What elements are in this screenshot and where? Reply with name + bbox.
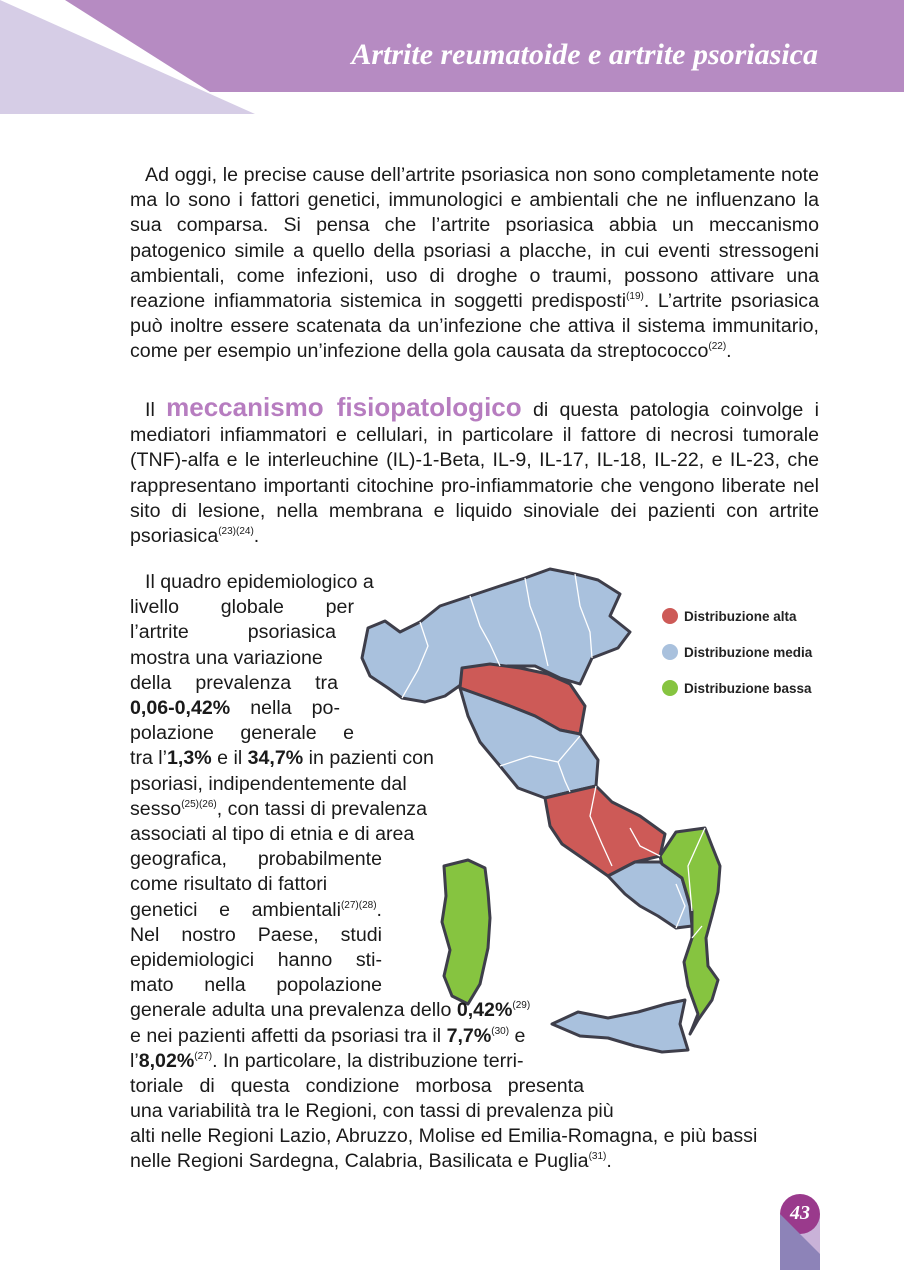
legend-label: Distribuzione bassa — [684, 680, 812, 696]
highlight-term: meccanismo fisiopatologico — [166, 392, 522, 422]
paragraph-mechanism: Il meccanismo fisiopatologico di questa patologia coinvolge i mediatori infiammatori e cellulari, in particolare il fattore di necrosi tumorale (TNF)-alfa e le interleuchine (IL)-1-Beta, IL-9, IL-17, IL-18, IL-22, e IL-23, che rappresentano importanti citochine pro-infiammatorie che vengono liberate nel sito di lesione, nella membrana e liquido sinoviale dei pazienti con artrite psoriasica$^{(23)(24)}$. — [130, 392, 819, 548]
paragraph-causes: Ad oggi, le precise cause dell’artrite psoriasica non sono completamente note ma lo sono i fattori genetici, immunologici e ambientali che ne influenzano la sua comparsa. Si pensa che l’artrite psoriasica abbia un meccanismo patogenico simile a quello della psoriasi a placche, in cui eventi stressogeni ambientali, come infezioni, uso di droghe o traumi, possono attivare una reazione infiammatoria sistemica in soggetti predisposti$^{(19)}$. L’artrite psoriasica può inoltre essere scatenata da un’infezione che attiva il sistema immunitario, come per esempio un’infezione della gola causata da streptococco$^{(22)}$. — [130, 164, 819, 363]
chapter-title: Artrite reumatoide e artrite psoriasica — [351, 38, 818, 71]
paragraph-epidemiology: Il quadro epidemiologico a livello globale per l’artrite psoriasica mostra una variazione della prevalenza tra 0,06-0,42% nella po- polazione generale e tra l’1,3% e il 34,7% in pazienti con psoriasi, indipendentemente dal sesso$^{(25)(26)}$, con tassi di prevalenza associati al tipo di etnia e di area geografica, probabilmente come risultato di fattori genetici e ambientali$^{(27)(28)}$. Nel nostro Paese, studi epidemiologici hanno sti- mato nella popolazione generale adulta una prevalenza dello 0,42%$^{(29)}$ e nei pazienti affetti da psoriasi tra il 7,7%$^{(30)}$ e l’8,02%$^{(27)}$. In particolare, la distribuzione terri- toriale di questa condizione morbosa presenta una variabilità tra le Regioni, con tassi di prevalenza più alti nelle Regioni Lazio, Abruzzo, Molise ed Emilia-Romagna, e più bassi nelle Regioni Sardegna, Calabria, Basilicata e Puglia$^{(31)}$. — [130, 571, 758, 1173]
legend-label: Distribuzione alta — [684, 608, 797, 624]
page-number: 43 — [790, 1202, 810, 1224]
legend-label: Distribuzione media — [684, 644, 813, 660]
